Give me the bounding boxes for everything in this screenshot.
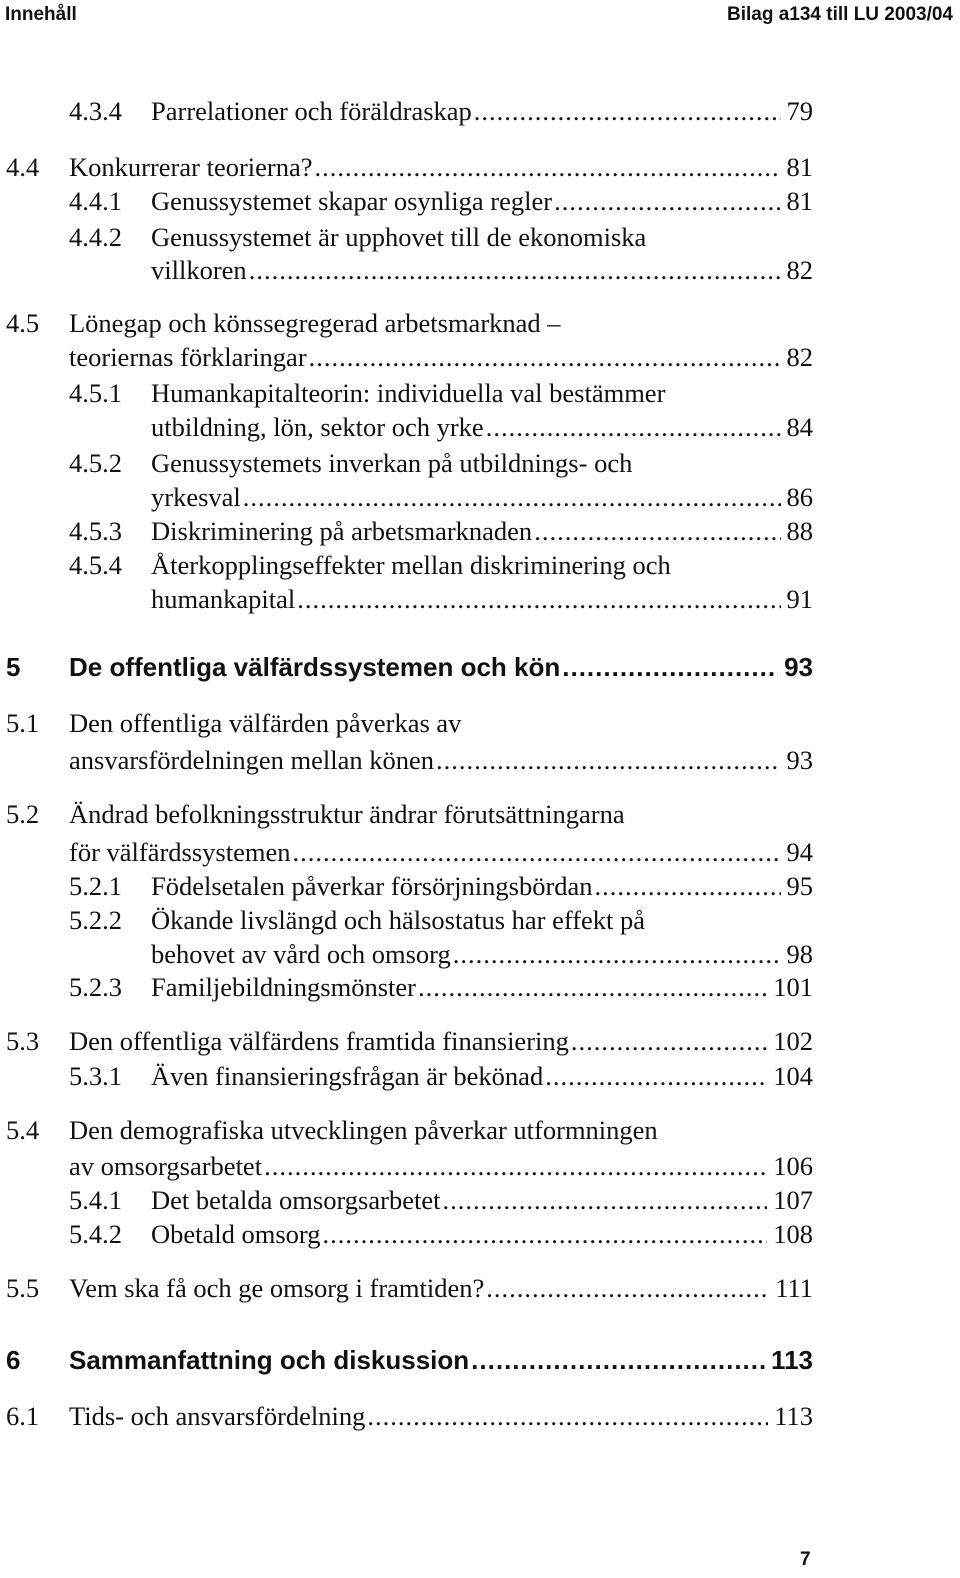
toc-entry-page: 94 (786, 837, 813, 867)
toc-entry-number: 5.4.2 (69, 1219, 122, 1249)
toc-entry-number: 5.4.1 (69, 1185, 122, 1215)
toc-entry-title: Den demografiska utvecklingen påverkar utformningen (69, 1115, 658, 1145)
toc-entry-title: Humankapitalteorin: individuella val bestämmer (151, 378, 666, 408)
toc-entry-continuation[interactable] (0, 581, 960, 617)
toc-entry[interactable] (0, 219, 960, 255)
toc-entry-number: 4.5.1 (69, 378, 122, 408)
toc-entry-title: Parrelationer och föräldraskap (151, 96, 472, 126)
toc-entry-title-continuation: för välfärdssystemen (69, 837, 291, 867)
dot-leader (545, 1058, 767, 1094)
toc-entry-page: 113 (774, 1401, 813, 1431)
toc-entry-page: 113 (771, 1345, 813, 1375)
dot-leader (436, 742, 781, 778)
toc-entry[interactable] (0, 796, 960, 832)
dot-leader (293, 834, 781, 870)
toc-entry-page: 93 (786, 745, 813, 775)
dot-leader (486, 409, 781, 445)
dot-leader (534, 513, 780, 549)
toc-entry[interactable] (0, 547, 960, 583)
toc-entry[interactable] (0, 868, 960, 904)
toc-entry[interactable] (0, 1058, 960, 1094)
toc-entry-title-continuation: yrkesval (151, 482, 241, 512)
toc-entry-page: 95 (786, 871, 813, 901)
toc-entry-title-continuation: av omsorgsarbetet (69, 1151, 263, 1181)
toc-entry-page: 98 (786, 939, 813, 969)
toc-entry-number: 5.2.2 (69, 905, 122, 935)
toc-entry-title: Genussystemet är upphovet till de ekonomiska (151, 222, 647, 252)
toc-entry-continuation[interactable] (0, 252, 960, 288)
toc-entry[interactable] (0, 1023, 960, 1059)
toc-entry-number: 4.3.4 (69, 96, 122, 126)
toc-entry-number: 5.3.1 (69, 1061, 122, 1091)
toc-entry-number: 6 (6, 1345, 21, 1375)
toc-entry-page: 107 (773, 1185, 813, 1215)
toc-entry-page: 79 (786, 96, 813, 126)
toc-entry-title: Återkopplingseffekter mellan diskriminering och (151, 550, 671, 580)
toc-entry-title: Konkurrerar teorierna? (69, 152, 313, 182)
dot-leader (486, 1270, 769, 1306)
toc-entry-number: 4.5 (6, 308, 40, 338)
toc-entry-title: Lönegap och könssegregerad arbetsmarknad – (69, 308, 561, 338)
toc-entry-page: 102 (773, 1026, 813, 1056)
dot-leader (474, 93, 781, 129)
toc-entry-title: Diskriminering på arbetsmarknaden (151, 516, 533, 546)
toc-entry-page: 93 (784, 652, 813, 682)
dot-leader (249, 252, 781, 288)
toc-entry-number: 5.2.1 (69, 871, 122, 901)
toc-entry-page: 81 (786, 152, 813, 182)
toc-entry-page: 104 (773, 1061, 813, 1091)
toc-entry[interactable] (0, 513, 960, 549)
toc-entry-title: Sammanfattning och diskussion (69, 1345, 470, 1375)
toc-entry-page: 106 (773, 1151, 813, 1181)
toc-entry-continuation[interactable] (0, 1148, 960, 1184)
toc-entry-title: Genussystemet skapar osynliga regler (151, 186, 553, 216)
toc-entry-page: 86 (786, 482, 813, 512)
toc-entry-number: 4.5.3 (69, 516, 122, 546)
toc-entry-number: 6.1 (6, 1401, 40, 1431)
toc-entry-page: 88 (786, 516, 813, 546)
dot-leader (471, 1342, 765, 1378)
toc-entry-title: Det betalda omsorgsarbetet (151, 1185, 441, 1215)
toc-entry-number: 5.5 (6, 1273, 40, 1303)
dot-leader (243, 479, 781, 515)
toc-entry-title: Genussystemets inverkan på utbildnings- och (151, 448, 633, 478)
toc-entry-title-continuation: utbildning, lön, sektor och yrke (151, 412, 484, 442)
dot-leader (595, 868, 781, 904)
toc-entry-title: Vem ska få och ge omsorg i framtiden? (69, 1273, 485, 1303)
toc-entry-continuation[interactable] (0, 479, 960, 515)
toc-entry[interactable] (0, 1112, 960, 1148)
toc-entry-page: 91 (786, 584, 813, 614)
toc-entry-continuation[interactable] (0, 339, 960, 375)
toc-entry-title-continuation: teoriernas förklaringar (69, 342, 307, 372)
toc-entry-title: Obetald omsorg (151, 1219, 321, 1249)
toc-entry-title: Även finansieringsfrågan är bekönad (151, 1061, 544, 1091)
toc-entry[interactable] (0, 1216, 960, 1252)
toc-entry[interactable] (0, 1270, 960, 1306)
dot-leader (418, 969, 767, 1005)
toc-entry-title: Tids- och ansvarsfördelning (69, 1401, 366, 1431)
dot-leader (453, 936, 781, 972)
toc-entry[interactable] (0, 1182, 960, 1218)
toc-entry-number: 4.4 (6, 152, 40, 182)
toc-entry[interactable] (0, 445, 960, 481)
toc-entry-number: 5.3 (6, 1026, 40, 1056)
toc-entry[interactable] (0, 305, 960, 341)
dot-leader (562, 649, 778, 685)
toc-entry-title: Familjebildningsmönster (151, 972, 416, 1002)
dot-leader (571, 1023, 767, 1059)
toc-entry-continuation[interactable] (0, 409, 960, 445)
dot-leader (367, 1398, 768, 1434)
toc-entry-title: Den offentliga välfärdens framtida finansiering (69, 1026, 569, 1056)
toc-entry-page: 101 (773, 972, 813, 1002)
toc-entry-title: Den offentliga välfärden påverkas av (69, 708, 462, 738)
toc-entry-number: 4.4.1 (69, 186, 122, 216)
running-header-report: Bilag a134 till LU 2003/04 (726, 4, 953, 25)
toc-entry-number: 5 (6, 652, 21, 682)
running-header-section: Innehåll (5, 4, 77, 25)
toc-entry-number: 5.1 (6, 708, 40, 738)
toc-entry-page: 108 (773, 1219, 813, 1249)
toc-entry-number: 4.5.4 (69, 550, 122, 580)
toc-entry-page: 84 (786, 412, 813, 442)
toc-entry-number: 5.2.3 (69, 972, 122, 1002)
dot-leader (323, 1216, 768, 1252)
toc-entry-page: 82 (786, 342, 813, 372)
toc-entry-continuation[interactable] (0, 936, 960, 972)
toc-entry-page: 111 (775, 1273, 813, 1303)
toc-entry-number: 4.5.2 (69, 448, 122, 478)
toc-entry-number: 5.2 (6, 799, 40, 829)
toc-entry-title-continuation: ansvarsfördelningen mellan könen (69, 745, 434, 775)
dot-leader (309, 339, 781, 375)
toc-entry[interactable] (0, 705, 960, 741)
toc-entry-number: 5.4 (6, 1115, 40, 1145)
dot-leader (554, 183, 780, 219)
toc-entry-title: Ökande livslängd och hälsostatus har effekt på (151, 905, 646, 935)
toc-entry-title-continuation: humankapital (151, 584, 296, 614)
toc-entry[interactable] (0, 1398, 960, 1434)
dot-leader (264, 1148, 767, 1184)
toc-entry[interactable] (0, 1342, 960, 1378)
toc-entry[interactable] (0, 649, 960, 685)
toc-entry-title-continuation: behovet av vård och omsorg (151, 939, 451, 969)
toc-entry[interactable] (0, 183, 960, 219)
toc-entry[interactable] (0, 149, 960, 185)
toc-entry[interactable] (0, 375, 960, 411)
toc-entry-title-continuation: villkoren (151, 255, 247, 285)
toc-entry[interactable] (0, 93, 960, 129)
toc-entry-title: De offentliga välfärdssystemen och kön (69, 652, 561, 682)
toc-entry-page: 82 (786, 255, 813, 285)
dot-leader (297, 581, 780, 617)
toc-entry-title: Födelsetalen påverkar försörjningsbördan (151, 871, 593, 901)
toc-entry-continuation[interactable] (0, 742, 960, 778)
toc-entry-page: 81 (786, 186, 813, 216)
page-number: 7 (800, 1549, 811, 1570)
dot-leader (315, 149, 781, 185)
toc-entry-continuation[interactable] (0, 834, 960, 870)
toc-entry[interactable] (0, 902, 960, 938)
toc-entry[interactable] (0, 969, 960, 1005)
toc-entry-number: 4.4.2 (69, 222, 122, 252)
dot-leader (442, 1182, 767, 1218)
toc-entry-title: Ändrad befolkningsstruktur ändrar förutsättningarna (69, 799, 625, 829)
